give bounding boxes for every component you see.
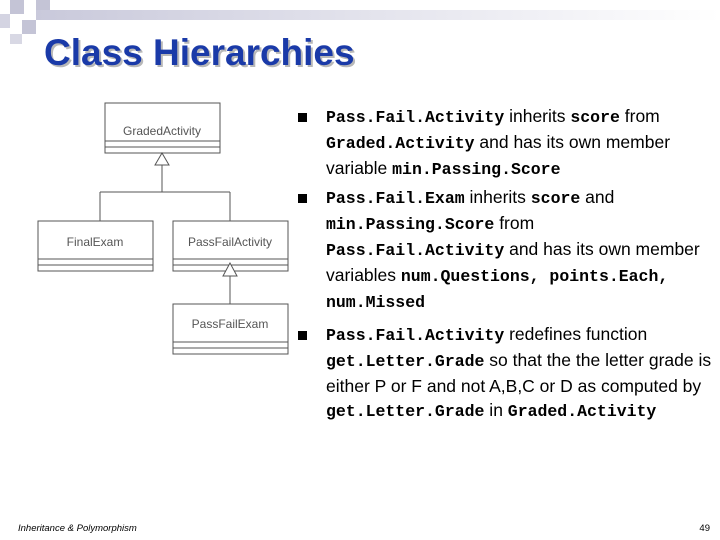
footer-course-title: Inheritance & Polymorphism [18,523,137,534]
plain-text: inherits [464,186,531,207]
code-text: num.Questions, points.Each, num.Missed [326,267,669,313]
code-text: min.Passing.Score [392,160,561,180]
code-text: get.Letter.Grade [326,351,485,371]
plain-text: from [494,212,535,233]
code-text: Pass.Fail.Activity [326,241,505,261]
bullet-list [298,104,713,426]
class-box-final-exam [38,221,153,271]
class-label: GradedActivity [122,124,202,138]
class-label: PassFailActivity [187,235,273,249]
code-text: score [530,188,581,208]
bullet-square-icon [298,194,307,203]
code-text: Pass.Fail.Activity [326,108,505,127]
plain-text: from [619,106,660,126]
bullet-text [326,187,700,312]
page-number: 49 [699,523,710,534]
code-text: Graded.Activity [326,134,475,154]
code-text: Graded.Activity [507,402,657,422]
code-text: Pass.Fail.Exam [326,188,465,208]
plain-text: so that the the letter grade is either P or F and not A,B,C or D as computed by [326,349,712,397]
class-label: PassFailExam [191,317,269,331]
plain-text: in [484,400,508,421]
bullet-item [298,104,713,183]
slide-title: Class Hierarchies [44,32,355,73]
class-box-graded-activity [105,103,220,153]
code-text: Pass.Fail.Activity [326,325,505,345]
class-hierarchy-diagram [30,95,290,355]
class-label: FinalExam [66,235,124,249]
plain-text: redefines function [504,323,648,344]
plain-text: and has its own member variable [326,132,671,179]
bullet-square-icon [298,331,307,340]
plain-text: and has its own member variables [326,239,700,286]
bullet-text [326,106,670,178]
bullet-square-icon [298,113,307,122]
bullet-text [326,324,711,421]
code-text: get.Letter.Grade [326,402,485,422]
code-text: score [570,108,620,127]
class-box-pass-fail-exam [173,304,288,354]
plain-text: inherits [504,106,571,126]
code-text: min.Passing.Score [326,214,495,234]
bullet-item [298,185,713,316]
bullet-item [298,322,713,425]
plain-text: and [580,186,615,207]
